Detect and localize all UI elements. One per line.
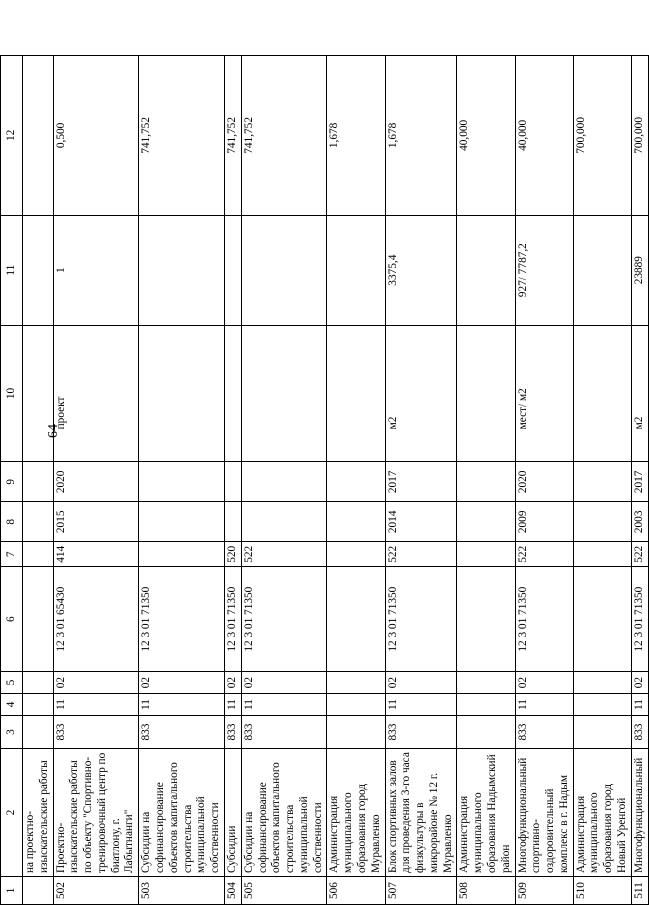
cell-c9	[573, 462, 631, 502]
cell-c7: 522	[385, 542, 457, 567]
cell-c6	[23, 567, 54, 672]
cell-c5	[457, 672, 515, 694]
cell-c9	[139, 462, 225, 502]
cell-c3	[573, 716, 631, 749]
table-row	[385, 56, 457, 905]
cell-c8	[573, 502, 631, 542]
cell-c7: 522	[515, 542, 573, 567]
cell-c11	[241, 215, 327, 325]
cell-c8: 2003	[631, 502, 648, 542]
cell-c4: 11	[631, 694, 648, 716]
cell-c9: 2017	[385, 462, 457, 502]
column-header: 5	[1, 672, 23, 694]
cell-c4: 11	[53, 694, 139, 716]
cell-c10	[241, 325, 327, 462]
cell-c8: 2015	[53, 502, 139, 542]
budget-table	[0, 55, 645, 905]
cell-c3: 833	[53, 716, 139, 749]
cell-c10: м2	[385, 325, 457, 462]
cell-c12: 700,000	[631, 56, 648, 216]
cell-c9	[23, 462, 54, 502]
cell-c9	[457, 462, 515, 502]
cell-c12: 40,000	[457, 56, 515, 216]
cell-c5: 02	[224, 672, 241, 694]
cell-c10	[139, 325, 225, 462]
column-header: 11	[1, 215, 23, 325]
cell-c12: 741,752	[241, 56, 327, 216]
row-number: 507	[385, 877, 457, 905]
cell-c3	[327, 716, 385, 749]
cell-c12	[23, 56, 54, 216]
cell-c4: 11	[139, 694, 225, 716]
cell-c10	[327, 325, 385, 462]
column-header: 3	[1, 716, 23, 749]
cell-c9: 2017	[631, 462, 648, 502]
row-number: 502	[53, 877, 139, 905]
column-header: 10	[1, 325, 23, 462]
cell-c4	[327, 694, 385, 716]
cell-c9	[224, 462, 241, 502]
row-number: 508	[457, 877, 515, 905]
table-row	[631, 56, 648, 905]
data-table	[0, 55, 649, 905]
cell-c7	[327, 542, 385, 567]
cell-c10	[457, 325, 515, 462]
cell-c11	[224, 215, 241, 325]
row-number: 504	[224, 877, 241, 905]
cell-c11	[327, 215, 385, 325]
cell-c7: 522	[241, 542, 327, 567]
item-name: Блок спортивных залов для проведения 3-го часа физкультуры в микрорайоне № 12 г. Муравленко	[385, 749, 457, 877]
cell-c11	[573, 215, 631, 325]
cell-c6: 12 3 01 71350	[631, 567, 648, 672]
cell-c3	[457, 716, 515, 749]
cell-c3: 833	[139, 716, 225, 749]
cell-c12: 741,752	[139, 56, 225, 216]
table-row	[515, 56, 573, 905]
cell-c7: 414	[53, 542, 139, 567]
cell-c5	[573, 672, 631, 694]
row-number	[23, 877, 54, 905]
cell-c7	[573, 542, 631, 567]
cell-c3: 833	[224, 716, 241, 749]
cell-c5	[23, 672, 54, 694]
cell-c11: 927/ 7787,2	[515, 215, 573, 325]
header-row	[1, 56, 23, 905]
cell-c5: 02	[139, 672, 225, 694]
cell-c11	[23, 215, 54, 325]
cell-c5: 02	[385, 672, 457, 694]
table-row	[327, 56, 385, 905]
cell-c6: 12 3 01 71350	[241, 567, 327, 672]
item-name: Многофункциональный спортивно-оздоровительный комплекс в г. Надым	[515, 749, 573, 877]
cell-c3: 833	[631, 716, 648, 749]
cell-c4	[23, 694, 54, 716]
cell-c8	[241, 502, 327, 542]
column-header: 8	[1, 502, 23, 542]
cell-c8: 2009	[515, 502, 573, 542]
cell-c6	[573, 567, 631, 672]
item-name: на проектно-изыскательские работы	[23, 749, 54, 877]
item-name: Администрация муниципального образования Надымский район	[457, 749, 515, 877]
cell-c11: 3375,4	[385, 215, 457, 325]
cell-c12: 700,000	[573, 56, 631, 216]
cell-c8	[139, 502, 225, 542]
row-number: 506	[327, 877, 385, 905]
item-name: Администрация муниципального образования город Новый Уренгой	[573, 749, 631, 877]
item-name: Администрация муниципального образования город Муравленко	[327, 749, 385, 877]
cell-c10: мест/ м2	[515, 325, 573, 462]
table-row	[457, 56, 515, 905]
column-header: 12	[1, 56, 23, 216]
cell-c9: 2020	[515, 462, 573, 502]
row-number: 503	[139, 877, 225, 905]
cell-c3: 833	[515, 716, 573, 749]
table-row	[224, 56, 241, 905]
cell-c12: 1,678	[327, 56, 385, 216]
table-row	[241, 56, 327, 905]
cell-c3: 833	[241, 716, 327, 749]
cell-c12: 741,752	[224, 56, 241, 216]
table-row	[573, 56, 631, 905]
column-header: 6	[1, 567, 23, 672]
cell-c7: 522	[631, 542, 648, 567]
cell-c8	[224, 502, 241, 542]
cell-c6: 12 3 01 65430	[53, 567, 139, 672]
cell-c6	[457, 567, 515, 672]
cell-c5: 02	[631, 672, 648, 694]
cell-c11	[457, 215, 515, 325]
cell-c5	[327, 672, 385, 694]
column-header: 7	[1, 542, 23, 567]
cell-c4	[457, 694, 515, 716]
cell-c12: 1,678	[385, 56, 457, 216]
cell-c5: 02	[515, 672, 573, 694]
column-header: 4	[1, 694, 23, 716]
cell-c9	[241, 462, 327, 502]
row-number: 505	[241, 877, 327, 905]
row-number: 509	[515, 877, 573, 905]
cell-c4: 11	[385, 694, 457, 716]
item-name: Субсидии на софинансирование объектов капитального строительства муниципальной собственности	[241, 749, 327, 877]
column-header: 9	[1, 462, 23, 502]
cell-c4	[573, 694, 631, 716]
cell-c7: 520	[224, 542, 241, 567]
column-header: 1	[1, 877, 23, 905]
cell-c5: 02	[53, 672, 139, 694]
cell-c10	[224, 325, 241, 462]
cell-c9: 2020	[53, 462, 139, 502]
cell-c6: 12 3 01 71350	[385, 567, 457, 672]
item-name: Проектно-изыскательские работы по объекту "Спортивно-тренировочный центр по биатлону, г. Лабытнанги"	[53, 749, 139, 877]
cell-c10: м2	[631, 325, 648, 462]
table-row	[139, 56, 225, 905]
cell-c3	[23, 716, 54, 749]
page-number: 64	[46, 424, 61, 438]
row-number: 510	[573, 877, 631, 905]
cell-c11: 1	[53, 215, 139, 325]
cell-c8	[457, 502, 515, 542]
cell-c10: проект	[53, 325, 139, 462]
table-row	[23, 56, 54, 905]
cell-c8: 2014	[385, 502, 457, 542]
cell-c5: 02	[241, 672, 327, 694]
cell-c10	[573, 325, 631, 462]
table-row	[53, 56, 139, 905]
cell-c7	[23, 542, 54, 567]
cell-c4: 11	[241, 694, 327, 716]
cell-c6	[327, 567, 385, 672]
cell-c6: 12 3 01 71350	[139, 567, 225, 672]
cell-c11	[139, 215, 225, 325]
cell-c11: 23889	[631, 215, 648, 325]
cell-c6: 12 3 01 71350	[515, 567, 573, 672]
item-name: Субсидии	[224, 749, 241, 877]
item-name: Субсидии на софинансирование объектов капитального строительства муниципальной собственности	[139, 749, 225, 877]
cell-c4: 11	[515, 694, 573, 716]
item-name: Многофункциональный	[631, 749, 648, 877]
row-number: 511	[631, 877, 648, 905]
cell-c12: 0,500	[53, 56, 139, 216]
cell-c7	[139, 542, 225, 567]
cell-c7	[457, 542, 515, 567]
cell-c4: 11	[224, 694, 241, 716]
cell-c12: 40,000	[515, 56, 573, 216]
cell-c9	[327, 462, 385, 502]
cell-c3: 833	[385, 716, 457, 749]
cell-c6: 12 3 01 71350	[224, 567, 241, 672]
column-header: 2	[1, 749, 23, 877]
cell-c10	[23, 325, 54, 462]
cell-c8	[327, 502, 385, 542]
cell-c8	[23, 502, 54, 542]
